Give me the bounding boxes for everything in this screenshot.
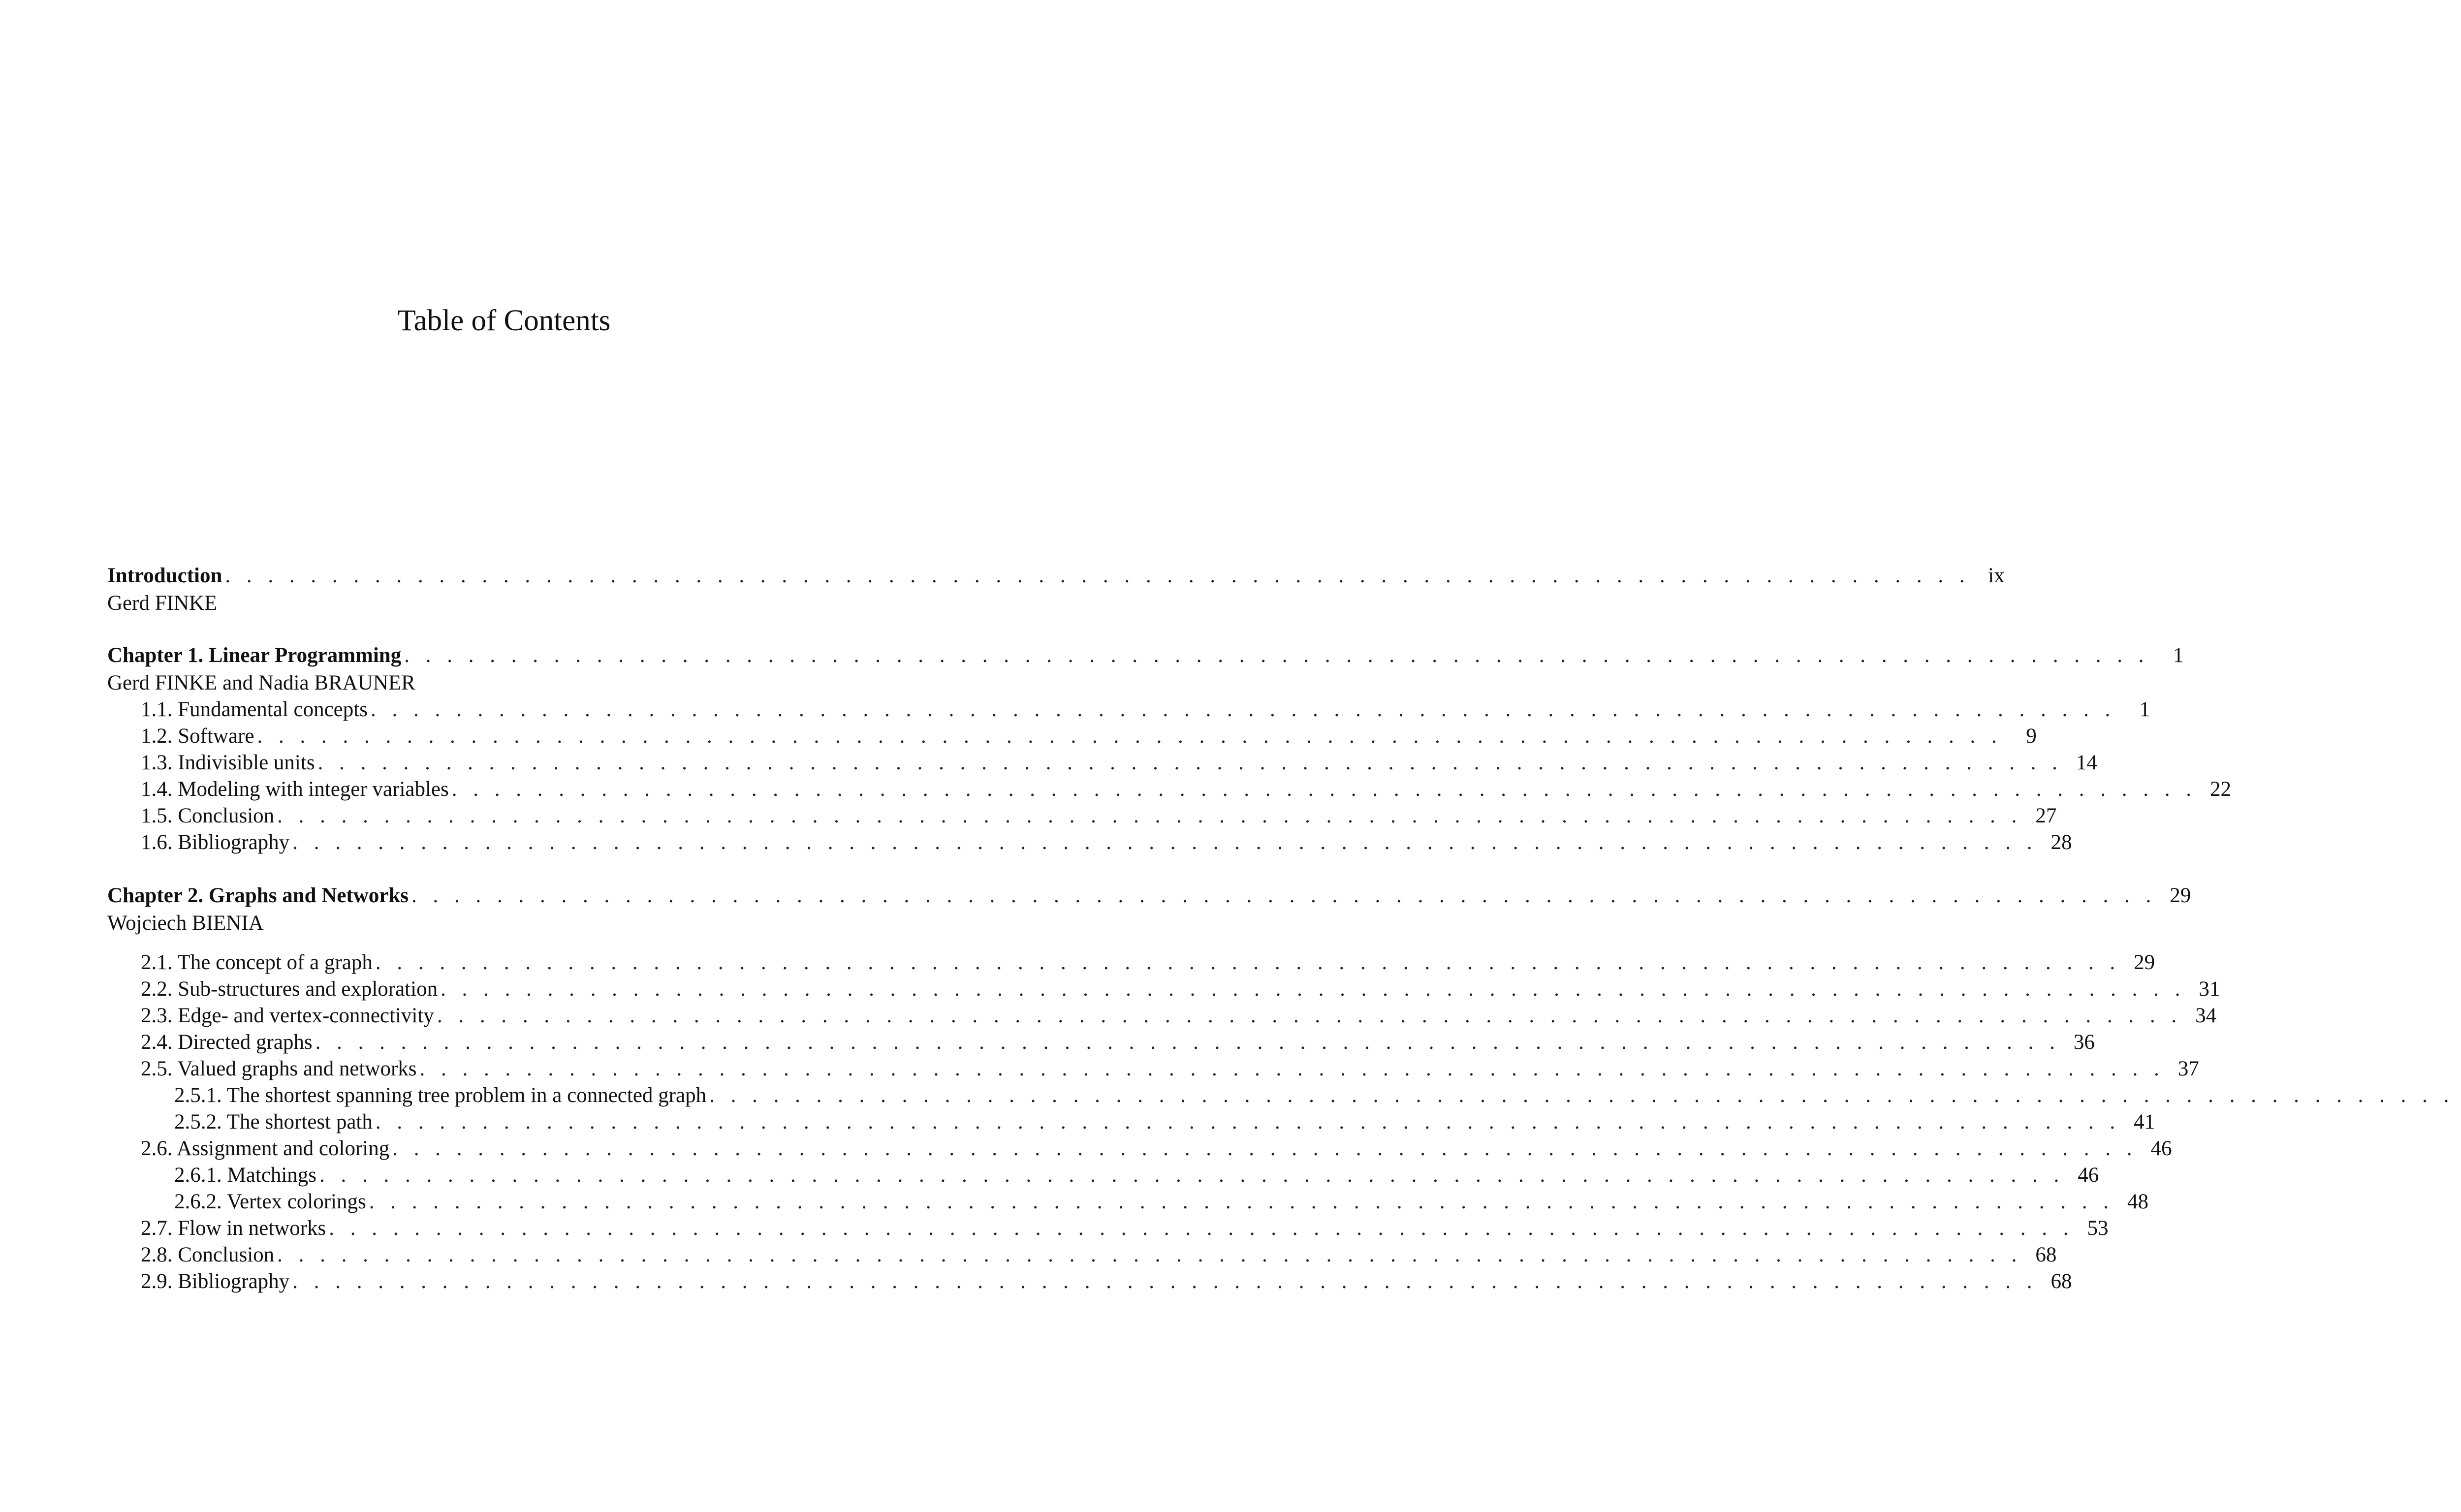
toc-entry-section[interactable]	[141, 1215, 2109, 1242]
dot-leader: . . . . . . . . . . . . . . . . . . . . . . . . . . . . . . . . . . . . . . . . . . . . . . . . . . . . . . . . . . . . . . . . . . . . . . . . . . . . . . . . . .	[225, 564, 1970, 587]
page-number: 46	[2150, 1137, 2172, 1160]
author-line: Gerd FINKE	[107, 592, 218, 615]
toc-entry-section[interactable]	[141, 749, 2097, 777]
toc-entry-section[interactable]	[141, 976, 2220, 1003]
page-number: 68	[2051, 1270, 2072, 1293]
dot-leader: . . . . . . . . . . . . . . . . . . . . . . . . . . . . . . . . . . . . . . . . . . . . . . . . . . . . . . . . . . . . . . . . . . . . . . . . . . . . . . . . . .	[369, 1190, 2114, 1213]
page-number: 34	[2195, 1004, 2217, 1027]
toc-entry-section[interactable]	[141, 829, 2072, 856]
page-number: 53	[2087, 1217, 2109, 1240]
page-number: 9	[2026, 724, 2037, 748]
dot-leader: . . . . . . . . . . . . . . . . . . . . . . . . . . . . . . . . . . . . . . . . . . . . . . . . . . . . . . . . . . . . . . . . . . . . . . . . . . . . . . . . . .	[315, 1031, 2060, 1054]
dot-leader: . . . . . . . . . . . . . . . . . . . . . . . . . . . . . . . . . . . . . . . . . . . . . . . . . . . . . . . . . . . . . . . . . . . . . . . . . . . . . . . . . .	[441, 977, 2186, 1001]
entry-label: 2.6.1. Matchings	[174, 1164, 317, 1187]
entry-label: 2.5. Valued graphs and networks	[141, 1057, 417, 1080]
dot-leader: . . . . . . . . . . . . . . . . . . . . . . . . . . . . . . . . . . . . . . . . . . . . . . . . . . . . . . . . . . . . . . . . . . . . . . . . . . . . . . . . . .	[419, 1057, 2165, 1080]
page-number: 27	[2035, 804, 2057, 827]
page-number: 29	[2134, 951, 2155, 974]
dot-leader: . . . . . . . . . . . . . . . . . . . . . . . . . . . . . . . . . . . . . . . . . . . . . . . . . . . . . . . . . . . . . . . . . . . . . . . . . . . . . . . . . .	[370, 698, 2116, 721]
dot-leader: . . . . . . . . . . . . . . . . . . . . . . . . . . . . . . . . . . . . . . . . . . . . . . . . . . . . . . . . . . . . . . . . . . . . . . . . . . . . . . . . . .	[375, 1110, 2121, 1134]
toc-entry-section[interactable]	[141, 1029, 2095, 1056]
toc-entry-section[interactable]	[141, 776, 2231, 803]
page-number: 41	[2134, 1110, 2155, 1134]
page-number: 1	[2173, 644, 2184, 667]
author-line: Wojciech BIENIA	[107, 912, 264, 935]
entry-label: 1.5. Conclusion	[141, 804, 275, 827]
dot-leader: . . . . . . . . . . . . . . . . . . . . . . . . . . . . . . . . . . . . . . . . . . . . . . . . . . . . . . . . . . . . . . . . . . . . . . . . . . . . . . . . . .	[292, 1270, 2038, 1293]
entry-label: 2.6. Assignment and coloring	[141, 1137, 390, 1160]
page-number: 36	[2073, 1031, 2095, 1054]
toc-entry-section[interactable]	[141, 1002, 2217, 1030]
toc-entry-section[interactable]	[141, 723, 2037, 750]
dot-leader: . . . . . . . . . . . . . . . . . . . . . . . . . . . . . . . . . . . . . . . . . . . . . . . . . . . . . . . . . . . . . . . . . . . . . . . . . . . . . . . . . .	[404, 644, 2149, 667]
entry-label: 2.4. Directed graphs	[141, 1031, 313, 1054]
page-number: 68	[2035, 1243, 2057, 1266]
entry-label: 2.3. Edge- and vertex-connectivity	[141, 1004, 434, 1027]
page-title: Table of Contents	[397, 304, 611, 337]
dot-leader: . . . . . . . . . . . . . . . . . . . . . . . . . . . . . . . . . . . . . . . . . . . . . . . . . . . . . . . . . . . . . . . . . . . . . . . . . . . . . . . . . .	[437, 1004, 2182, 1027]
page-number: 31	[2199, 977, 2220, 1001]
dot-leader: . . . . . . . . . . . . . . . . . . . . . . . . . . . . . . . . . . . . . . . . . . . . . . . . . . . . . . . . . . . . . . . . . . . . . . . . . . . . . . . . . .	[257, 724, 2002, 748]
page-number: 1	[2139, 698, 2150, 721]
toc-entry-section[interactable]	[141, 1241, 2057, 1269]
page-number: 14	[2076, 751, 2097, 774]
entry-label: 2.5.2. The shortest path	[174, 1110, 373, 1134]
entry-label: 1.4. Modeling with integer variables	[141, 778, 449, 801]
toc-entry-section[interactable]	[141, 802, 2057, 830]
entry-label: Chapter 2. Graphs and Networks	[107, 884, 409, 907]
toc-entry-subsection[interactable]	[174, 1108, 2155, 1136]
page-number: 22	[2210, 778, 2231, 801]
page-number: ix	[1988, 564, 2005, 587]
entry-label: 1.6. Bibliography	[141, 831, 290, 854]
toc-entry-subsection[interactable]	[174, 1162, 2099, 1189]
author-line: Gerd FINKE and Nadia BRAUNER	[107, 671, 415, 694]
toc-entry-section[interactable]	[141, 1135, 2172, 1163]
dot-leader: . . . . . . . . . . . . . . . . . . . . . . . . . . . . . . . . . . . . . . . . . . . . . . . . . . . . . . . . . . . . . . . . . . . . . . . . . . . . . . . . . .	[277, 804, 2022, 827]
entry-label: Chapter 1. Linear Programming	[107, 644, 402, 667]
toc-entry-subsection[interactable]	[174, 1188, 2148, 1216]
toc-entry-section[interactable]	[141, 1055, 2199, 1083]
entry-label: 1.2. Software	[141, 724, 254, 748]
dot-leader: . . . . . . . . . . . . . . . . . . . . . . . . . . . . . . . . . . . . . . . . . . . . . . . . . . . . . . . . . . . . . . . . . . . . . . . . . . . . . . . . . .	[709, 1084, 2455, 1107]
dot-leader: . . . . . . . . . . . . . . . . . . . . . . . . . . . . . . . . . . . . . . . . . . . . . . . . . . . . . . . . . . . . . . . . . . . . . . . . . . . . . . . . . .	[292, 831, 2038, 854]
dot-leader: . . . . . . . . . . . . . . . . . . . . . . . . . . . . . . . . . . . . . . . . . . . . . . . . . . . . . . . . . . . . . . . . . . . . . . . . . . . . . . . . . .	[411, 884, 2157, 907]
entry-label: 2.7. Flow in networks	[141, 1217, 326, 1240]
page-number	[2454, 1082, 2461, 1109]
entry-label: 2.5.1. The shortest spanning tree problem in a connected graph	[174, 1084, 707, 1107]
entry-label: 1.1. Fundamental concepts	[141, 698, 368, 721]
dot-leader: . . . . . . . . . . . . . . . . . . . . . . . . . . . . . . . . . . . . . . . . . . . . . . . . . . . . . . . . . . . . . . . . . . . . . . . . . . . . . . . . . .	[392, 1137, 2138, 1160]
toc-entry-introduction[interactable]	[107, 562, 2005, 590]
dot-leader: . . . . . . . . . . . . . . . . . . . . . . . . . . . . . . . . . . . . . . . . . . . . . . . . . . . . . . . . . . . . . . . . . . . . . . . . . . . . . . . . . .	[329, 1217, 2074, 1240]
entry-label: 1.3. Indivisible units	[141, 751, 315, 774]
page-number: 28	[2051, 831, 2072, 854]
dot-leader: . . . . . . . . . . . . . . . . . . . . . . . . . . . . . . . . . . . . . . . . . . . . . . . . . . . . . . . . . . . . . . . . . . . . . . . . . . . . . . . . . .	[277, 1243, 2022, 1266]
toc-entry-section[interactable]	[141, 696, 2150, 724]
toc-entry-chapter-1[interactable]	[107, 642, 2184, 669]
toc-entry-section[interactable]	[141, 949, 2155, 976]
dot-leader: . . . . . . . . . . . . . . . . . . . . . . . . . . . . . . . . . . . . . . . . . . . . . . . . . . . . . . . . . . . . . . . . . . . . . . . . . . . . . . . . . .	[319, 1164, 2065, 1187]
entry-label: 2.9. Bibliography	[141, 1270, 290, 1293]
page-number: 46	[2078, 1164, 2099, 1187]
toc-entry-subsection[interactable]	[174, 1082, 2455, 1109]
dot-leader: . . . . . . . . . . . . . . . . . . . . . . . . . . . . . . . . . . . . . . . . . . . . . . . . . . . . . . . . . . . . . . . . . . . . . . . . . . . . . . . . . .	[317, 751, 2063, 774]
entry-label: 2.2. Sub-structures and exploration	[141, 977, 438, 1001]
dot-leader: . . . . . . . . . . . . . . . . . . . . . . . . . . . . . . . . . . . . . . . . . . . . . . . . . . . . . . . . . . . . . . . . . . . . . . . . . . . . . . . . . .	[451, 778, 2197, 801]
entry-label: 2.8. Conclusion	[141, 1243, 275, 1266]
page-number: 48	[2127, 1190, 2148, 1213]
page-number: 37	[2177, 1057, 2199, 1080]
entry-label: 2.6.2. Vertex colorings	[174, 1190, 366, 1213]
toc-entry-section[interactable]	[141, 1268, 2072, 1295]
page-number: 29	[2170, 884, 2191, 907]
entry-label: Introduction	[107, 564, 222, 587]
entry-label: 2.1. The concept of a graph	[141, 951, 373, 974]
toc-entry-chapter-2[interactable]	[107, 882, 2191, 910]
dot-leader: . . . . . . . . . . . . . . . . . . . . . . . . . . . . . . . . . . . . . . . . . . . . . . . . . . . . . . . . . . . . . . . . . . . . . . . . . . . . . . . . . .	[375, 951, 2121, 974]
